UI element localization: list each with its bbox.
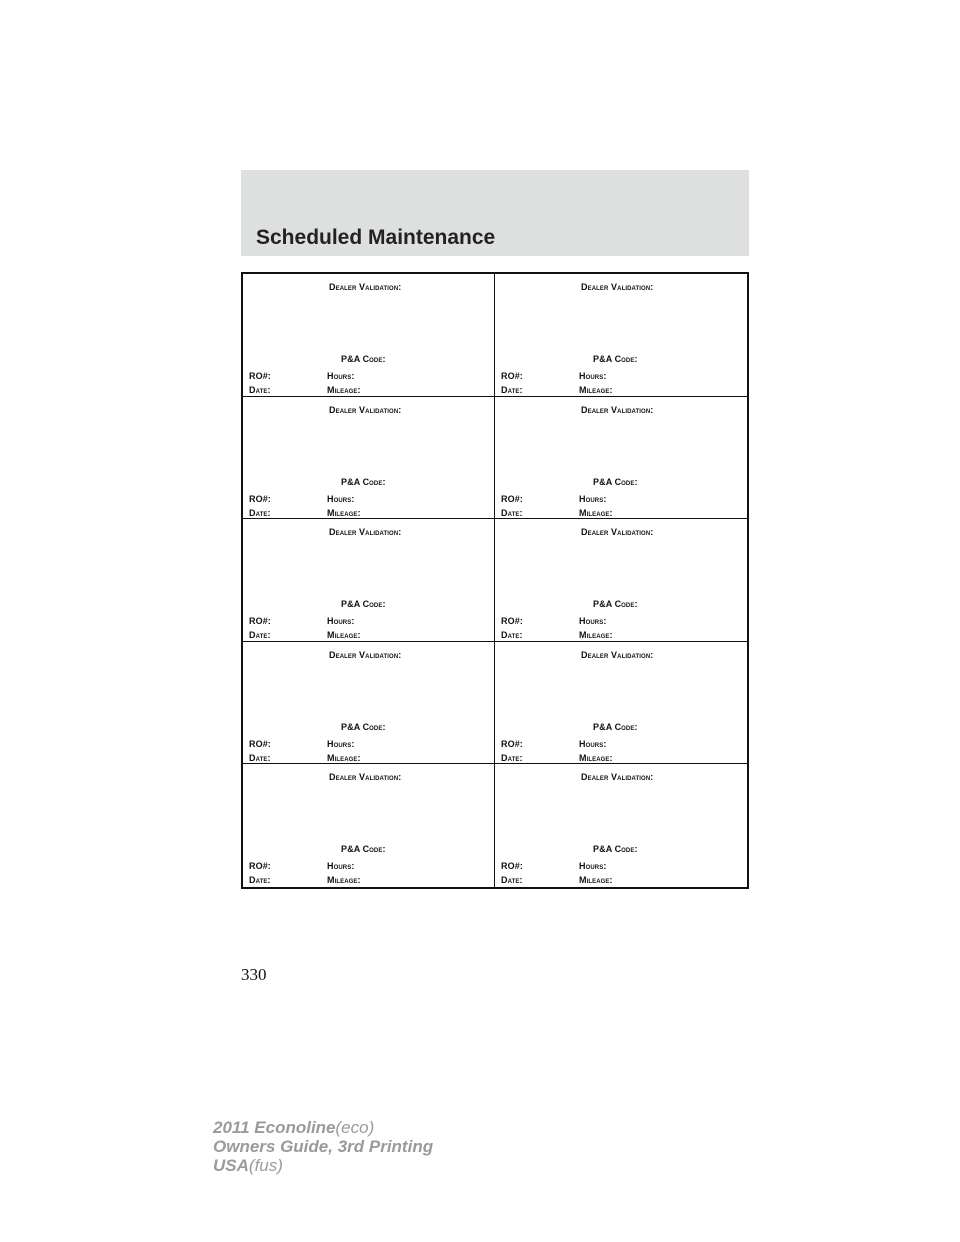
date-label: Date: — [501, 752, 523, 763]
footer-model: 2011 Econoline — [213, 1118, 336, 1137]
hours-label: Hours: — [579, 371, 607, 381]
ro-number-label: RO#: — [501, 493, 523, 504]
log-entry-cell — [495, 764, 747, 887]
mileage-label: Mileage: — [327, 630, 361, 641]
footer-market-line — [213, 1156, 433, 1175]
hours-label: Hours: — [327, 371, 355, 381]
ro-number-label: RO#: — [501, 371, 523, 381]
pa-code-label: P&A Code: — [341, 844, 386, 855]
mileage-label: Mileage: — [579, 507, 613, 518]
log-entry-cell — [243, 274, 495, 397]
date-label: Date: — [501, 875, 523, 886]
pa-code-label: P&A Code: — [341, 354, 386, 364]
footer-market-code: (fus) — [248, 1156, 283, 1175]
pa-code-label: P&A Code: — [593, 721, 638, 732]
section-title: Scheduled Maintenance — [256, 226, 496, 249]
hours-label: Hours: — [327, 493, 355, 504]
ro-number-label: RO#: — [249, 371, 271, 381]
ro-number-label: RO#: — [501, 616, 523, 627]
mileage-label: Mileage: — [327, 507, 361, 518]
date-label: Date: — [249, 630, 271, 641]
maintenance-log-table — [241, 272, 749, 889]
ro-number-label: RO#: — [501, 738, 523, 749]
footer-model-code: (eco) — [335, 1118, 375, 1137]
pa-code-label: P&A Code: — [593, 599, 638, 610]
mileage-label: Mileage: — [579, 385, 613, 395]
hours-label: Hours: — [327, 861, 355, 872]
dealer-validation-label: Dealer Validation: — [329, 772, 402, 783]
mileage-label: Mileage: — [579, 752, 613, 763]
date-label: Date: — [501, 385, 523, 395]
log-entry-cell — [243, 642, 495, 765]
dealer-validation-label: Dealer Validation: — [581, 527, 654, 538]
hours-label: Hours: — [579, 738, 607, 749]
ro-number-label: RO#: — [501, 861, 523, 872]
ro-number-label: RO#: — [249, 861, 271, 872]
log-entry-cell — [243, 764, 495, 887]
dealer-validation-label: Dealer Validation: — [581, 772, 654, 783]
dealer-validation-label: Dealer Validation: — [329, 404, 402, 415]
dealer-validation-label: Dealer Validation: — [581, 649, 654, 660]
pa-code-label: P&A Code: — [593, 354, 638, 364]
hours-label: Hours: — [327, 738, 355, 749]
ro-number-label: RO#: — [249, 616, 271, 627]
page-number: 330 — [241, 965, 267, 984]
date-label: Date: — [501, 630, 523, 641]
date-label: Date: — [501, 507, 523, 518]
date-label: Date: — [249, 752, 271, 763]
date-label: Date: — [249, 875, 271, 886]
footer-model-line — [213, 1118, 433, 1137]
pa-code-label: P&A Code: — [341, 599, 386, 610]
document-footer — [213, 1118, 433, 1175]
mileage-label: Mileage: — [579, 630, 613, 641]
mileage-label: Mileage: — [579, 875, 613, 886]
hours-label: Hours: — [327, 616, 355, 627]
log-entry-cell — [495, 642, 747, 765]
dealer-validation-label: Dealer Validation: — [329, 527, 402, 538]
log-entry-cell — [495, 274, 747, 397]
log-entry-cell — [243, 397, 495, 520]
footer-guide: Owners Guide, 3rd Printing — [213, 1137, 434, 1156]
ro-number-label: RO#: — [249, 493, 271, 504]
log-entry-cell — [495, 397, 747, 520]
date-label: Date: — [249, 385, 271, 395]
dealer-validation-label: Dealer Validation: — [581, 404, 654, 415]
hours-label: Hours: — [579, 861, 607, 872]
footer-market: USA — [213, 1156, 249, 1175]
dealer-validation-label: Dealer Validation: — [329, 282, 402, 292]
dealer-validation-label: Dealer Validation: — [329, 649, 402, 660]
hours-label: Hours: — [579, 493, 607, 504]
hours-label: Hours: — [579, 616, 607, 627]
pa-code-label: P&A Code: — [341, 476, 386, 487]
pa-code-label: P&A Code: — [593, 844, 638, 855]
log-entry-cell — [243, 519, 495, 642]
pa-code-label: P&A Code: — [341, 721, 386, 732]
mileage-label: Mileage: — [327, 875, 361, 886]
pa-code-label: P&A Code: — [593, 476, 638, 487]
log-entry-cell — [495, 519, 747, 642]
date-label: Date: — [249, 507, 271, 518]
ro-number-label: RO#: — [249, 738, 271, 749]
mileage-label: Mileage: — [327, 752, 361, 763]
mileage-label: Mileage: — [327, 385, 361, 395]
dealer-validation-label: Dealer Validation: — [581, 282, 654, 292]
